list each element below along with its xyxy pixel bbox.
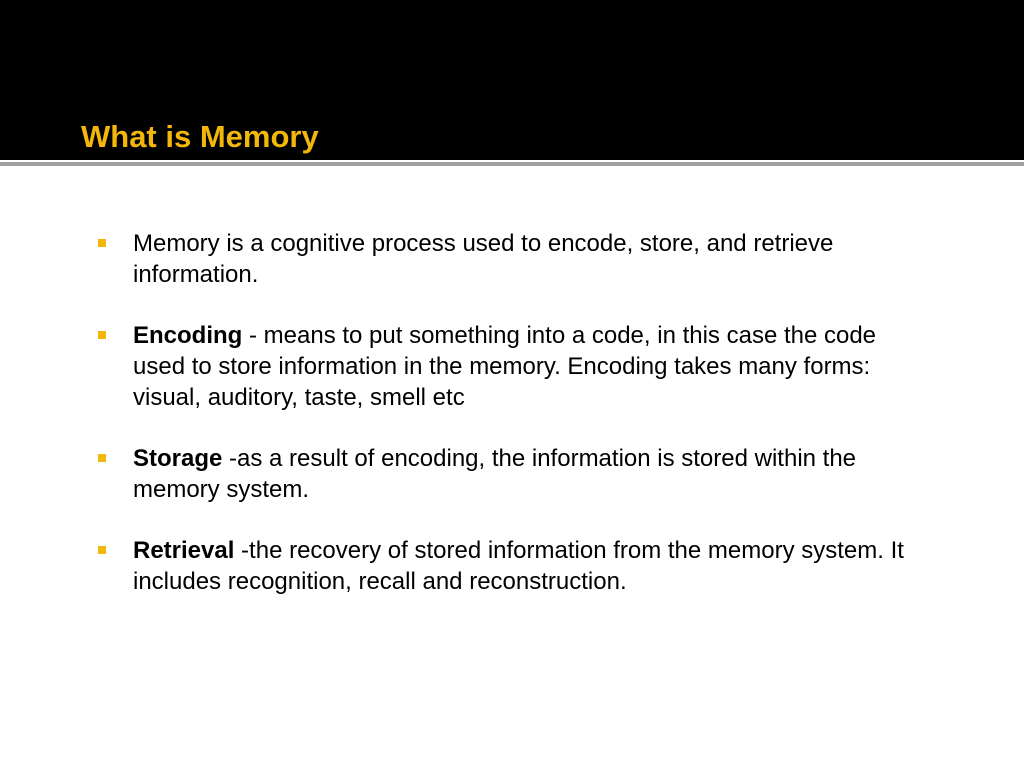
bullet-list [98, 228, 928, 627]
bullet-item-memory [98, 228, 928, 290]
square-bullet-icon [98, 546, 106, 554]
bullet-item-encoding [98, 320, 928, 413]
bullet-text: - means to put something into a code, in this case the code used to store information in the memory. Encoding takes many forms: visual, auditory, taste, smell etc [133, 322, 877, 411]
bullet-item-storage [98, 443, 928, 505]
header-divider [0, 162, 1024, 166]
bullet-text: Memory is a cognitive process used to encode, store, and retrieve information. [133, 230, 834, 288]
bullet-term: Storage [133, 445, 223, 472]
slide-title: What is Memory [81, 119, 319, 154]
bullet-term: Retrieval [133, 537, 235, 564]
bullet-text: -as a result of encoding, the information is stored within the memory system. [133, 445, 857, 503]
bullet-text: -the recovery of stored information from the memory system. It includes recognition, recall and reconstruction. [133, 537, 904, 595]
square-bullet-icon [98, 239, 106, 247]
bullet-term: Encoding [133, 322, 243, 349]
bullet-item-retrieval [98, 535, 928, 597]
square-bullet-icon [98, 454, 106, 462]
square-bullet-icon [98, 331, 106, 339]
